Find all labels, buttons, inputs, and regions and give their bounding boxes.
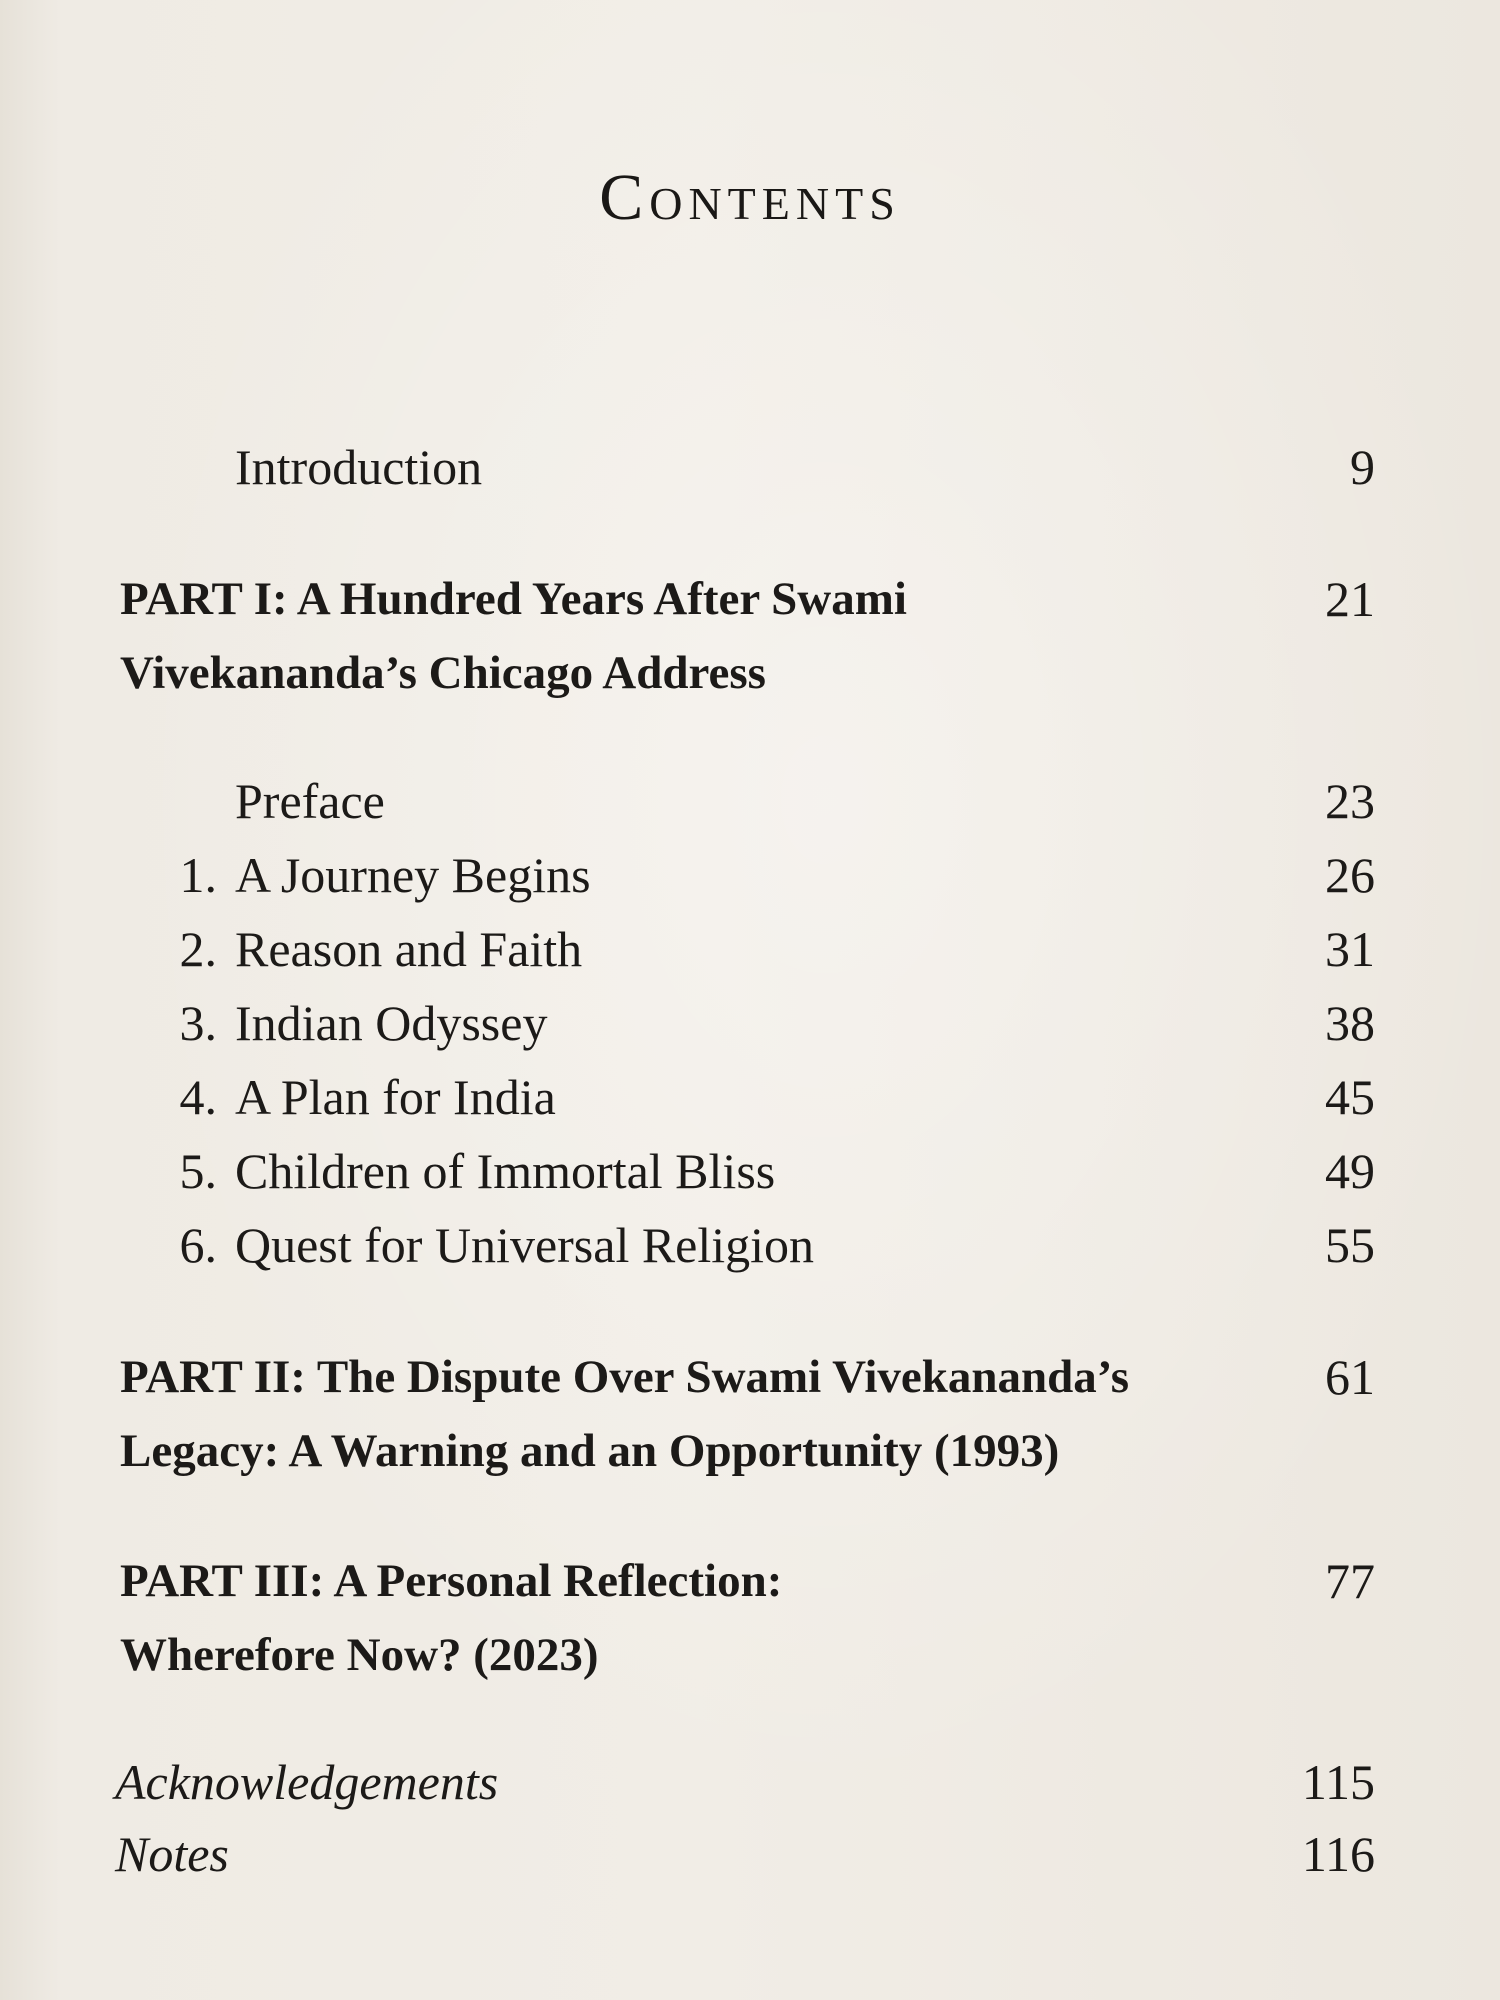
- toc-entry-label: Indian Odyssey: [235, 995, 548, 1051]
- toc-part-title: [120, 562, 1215, 710]
- toc-entry-label: Preface: [235, 773, 385, 829]
- toc-page-number: 116: [1301, 1826, 1375, 1882]
- toc-page-number: 26: [1325, 847, 1375, 903]
- toc-part-title-line-2: Legacy: A Warning and an Opportunity (1993): [120, 1425, 1060, 1477]
- toc-part-title-line-1: PART III: A Personal Reflection:: [120, 1555, 783, 1607]
- toc-entry-number: 4.: [179, 1069, 217, 1125]
- page-title: Contents: [599, 161, 901, 234]
- toc-entry-label: Acknowledgements: [115, 1754, 499, 1810]
- toc-page-number: 9: [1350, 439, 1375, 495]
- toc-page-number: 77: [1325, 1553, 1375, 1609]
- toc-page-number: 55: [1325, 1217, 1375, 1273]
- toc-entry-chapter-3: [160, 986, 1375, 1060]
- toc-page-number: 61: [1325, 1349, 1375, 1405]
- toc-page-number: 115: [1301, 1754, 1375, 1810]
- toc-entry-number: 1.: [179, 847, 217, 903]
- toc-entry-label: Reason and Faith: [235, 921, 583, 977]
- toc-entry-number: 5.: [179, 1143, 217, 1199]
- toc-part-1: [120, 562, 1375, 710]
- toc-page-number: 21: [1325, 571, 1375, 627]
- toc-entry-preface: [160, 764, 1375, 838]
- toc-part-2: [120, 1340, 1375, 1488]
- toc-entry-introduction: [235, 430, 1375, 504]
- toc-entry-label: Children of Immortal Bliss: [235, 1143, 776, 1199]
- toc-page-number: 49: [1325, 1143, 1375, 1199]
- toc-part-title: [120, 1340, 1215, 1488]
- toc-part-title-line-1: PART II: The Dispute Over Swami Vivekananda’s: [120, 1351, 1130, 1403]
- toc-page-number: 31: [1325, 921, 1375, 977]
- toc-page-number: 38: [1325, 995, 1375, 1051]
- toc-entry-number: 3.: [179, 995, 217, 1051]
- toc-part-title-line-2: Vivekananda’s Chicago Address: [120, 647, 766, 699]
- toc-entry-chapter-6: [160, 1208, 1375, 1282]
- toc-entry-label: A Plan for India: [235, 1069, 556, 1125]
- toc-entry-label: Quest for Universal Religion: [235, 1217, 815, 1273]
- toc-entry-notes: [115, 1817, 1375, 1891]
- toc-part-title: [120, 1544, 1215, 1692]
- toc-part-title-line-1: PART I: A Hundred Years After Swami: [120, 573, 907, 625]
- toc-entry-chapter-5: [160, 1134, 1375, 1208]
- toc-entry-label: A Journey Begins: [235, 847, 591, 903]
- toc-page-number: 23: [1325, 773, 1375, 829]
- toc-entry-label: Notes: [115, 1826, 229, 1882]
- toc-entry-acknowledgements: [115, 1745, 1375, 1819]
- toc-part-3: [120, 1544, 1375, 1692]
- toc-entry-chapter-4: [160, 1060, 1375, 1134]
- toc-entry-chapter-1: [160, 838, 1375, 912]
- toc-entry-number: 2.: [179, 921, 217, 977]
- toc-part-title-line-2: Wherefore Now? (2023): [120, 1629, 599, 1681]
- toc-entry-number: 6.: [179, 1217, 217, 1273]
- toc-entry-label: Introduction: [235, 439, 483, 495]
- toc-page-number: 45: [1325, 1069, 1375, 1125]
- toc-entry-chapter-2: [160, 912, 1375, 986]
